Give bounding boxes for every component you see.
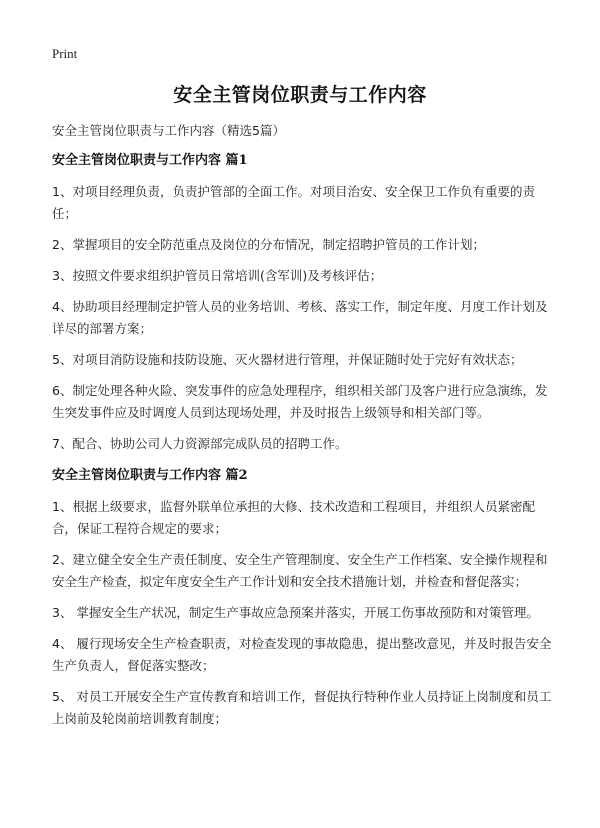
print-label: Print: [52, 46, 78, 61]
list-item: 7、配合、协助公司人力资源部完成队员的招聘工作。: [52, 436, 348, 451]
section-heading: 安全主管岗位职责与工作内容 篇1: [52, 153, 248, 168]
section-2: [52, 465, 552, 730]
list-item: 3、按照文件要求组织护管员日常培训(含军训)及考核评估；: [52, 268, 383, 283]
list-item: 2、建立健全安全生产责任制度、安全生产管理制度、安全生产工作档案、安全操作规程和安全生产检查，拟定年度安全生产工作计划和安全技术措施计划，并检查和督促落实；: [52, 552, 548, 589]
list-item: 1、根据上级要求，监督外联单位承担的大修、技术改造和工程项目，并组织人员紧密配合，保证工程符合规定的要求；: [52, 499, 535, 536]
list-item: 4、 履行现场安全生产检查职责，对检查发现的事故隐患，提出整改意见，并及时报告安全生产负责人，督促落实整改；: [52, 636, 552, 673]
list-item: 5、 对员工开展安全生产宣传教育和培训工作，督促执行特种作业人员持证上岗制度和员工上岗前及轮岗前培训教育制度；: [52, 689, 552, 726]
section-heading: 安全主管岗位职责与工作内容 篇2: [52, 468, 248, 483]
list-item: 5、对项目消防设施和技防设施、灭火器材进行管理，并保证随时处于完好有效状态；: [52, 352, 523, 367]
list-item: 3、 掌握安全生产状况，制定生产事故应急预案并落实，开展工伤事故预防和对策管理。: [52, 605, 539, 620]
list-item: 4、协助项目经理制定护管人员的业务培训、考核、落实工作，制定年度、月度工作计划及详尽的部署方案；: [52, 299, 548, 336]
list-item: 6、制定处理各种火险、突发事件的应急处理程序，组织相关部门及客户进行应急演练，发生突发事件应及时调度人员到达现场处理，并及时报告上级领导和相关部门等。: [52, 383, 548, 420]
document-subtitle: 安全主管岗位职责与工作内容（精选5篇）: [52, 123, 285, 138]
page-title: 安全主管岗位职责与工作内容: [173, 84, 427, 106]
list-item: 2、掌握项目的安全防范重点及岗位的分布情况，制定招聘护管员的工作计划；: [52, 237, 485, 252]
document-body: [52, 120, 552, 740]
section-1: [52, 150, 552, 455]
list-item: 1、对项目经理负责，负责护管部的全面工作。对项目治安、安全保卫工作负有重要的责任；: [52, 184, 535, 221]
